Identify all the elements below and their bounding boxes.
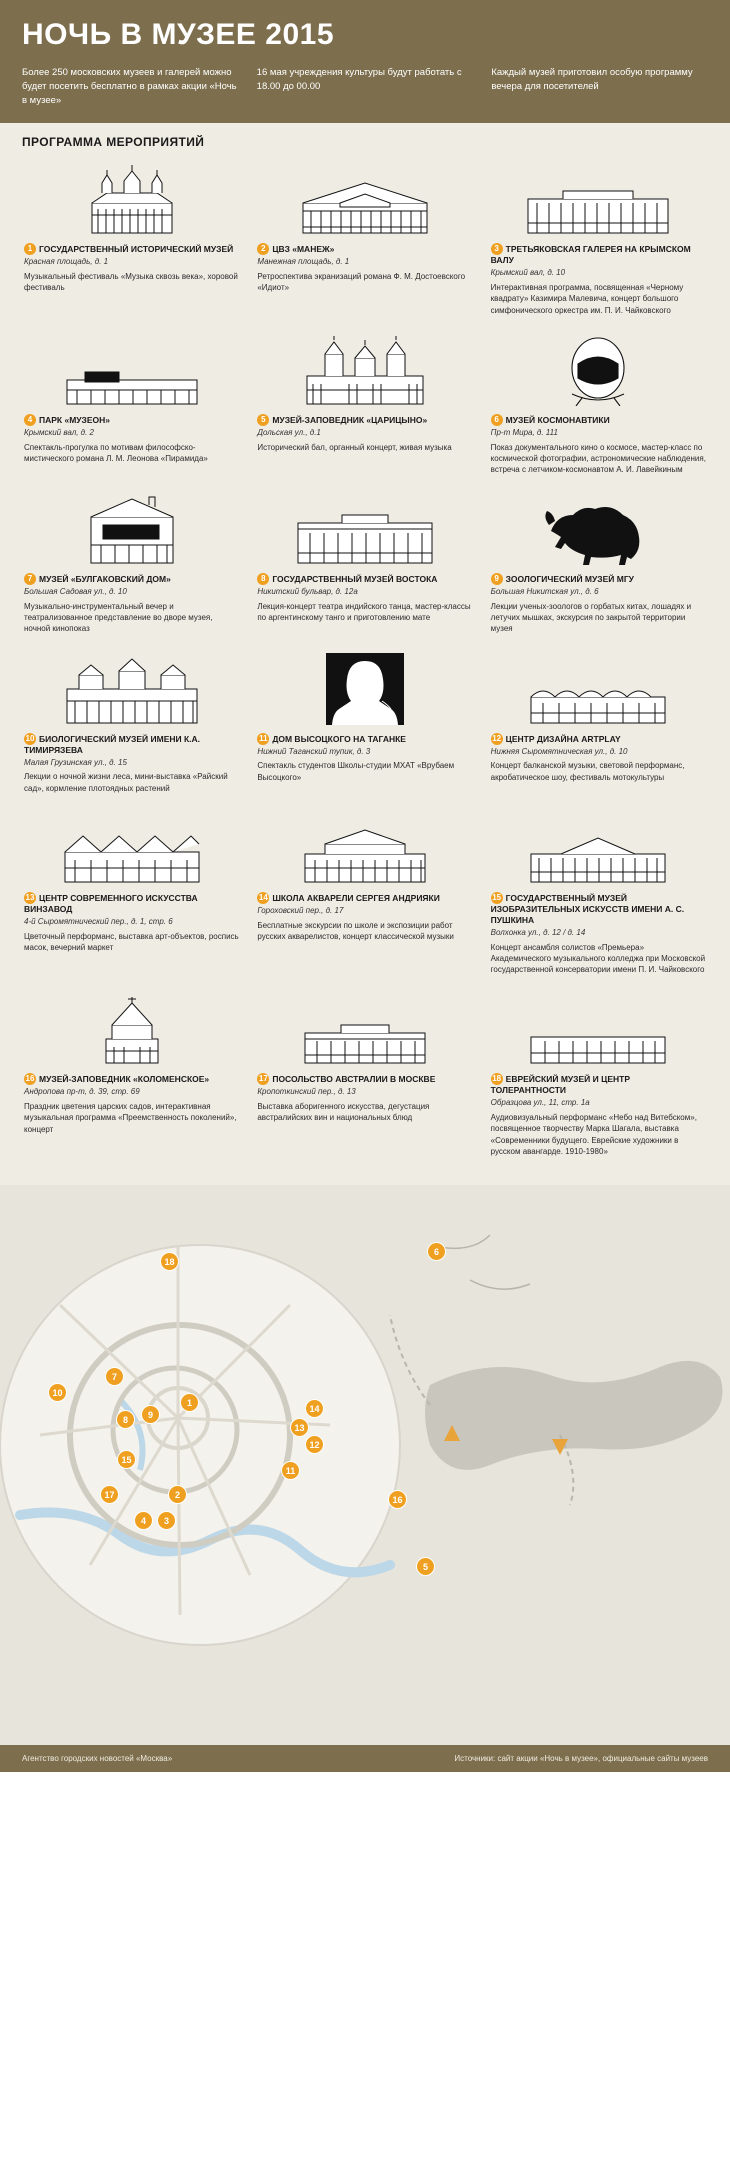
map-pin[interactable]: 9 <box>141 1405 160 1424</box>
map-pin[interactable]: 17 <box>100 1485 119 1504</box>
entry-description: Музыкально-инструментальный вечер и театрализованное представление во дворе музея, ночной кинопоказ <box>24 602 213 634</box>
entry-address: Андропова пр-т, д. 39, стр. 69 <box>24 1087 140 1097</box>
entry-title: 16 МУЗЕЙ-ЗАПОВЕДНИК «КОЛОМЕНСКОЕ» <box>25 1074 210 1085</box>
entry-title: 17 ПОСОЛЬСТВО АВСТРАЛИИ В МОСКВЕ <box>258 1074 436 1085</box>
entry-title: 3 ТРЕТЬЯКОВСКАЯ ГАЛЕРЕЯ НА КРЫМСКОМ ВАЛУ <box>490 244 691 266</box>
map-pin[interactable]: 6 <box>427 1242 446 1261</box>
entry-title: 11 ДОМ ВЫСОЦКОГО НА ТАГАНКЕ <box>259 733 406 744</box>
oriental-museum-icon <box>257 493 472 565</box>
entry-number: 8 <box>257 573 269 585</box>
grid-row <box>18 989 712 1171</box>
header-intro-2: 16 мая учреждения культуры будут работать с 18.00 до 00.00 <box>256 67 462 92</box>
entry-number: 7 <box>24 573 36 585</box>
grid-row <box>18 649 712 808</box>
entry-description: Исторический бал, органный концерт, живая музыка <box>257 442 452 452</box>
entry-title: 4 ПАРК «МУЗЕОН» <box>24 414 239 426</box>
historical-museum-icon <box>24 163 239 235</box>
map-pin[interactable]: 18 <box>160 1252 179 1271</box>
entry-title: 8 ГОСУДАРСТВЕННЫЙ МУЗЕЙ ВОСТОКА <box>257 573 472 585</box>
museum-entry[interactable] <box>485 989 712 1165</box>
museum-entry[interactable] <box>18 159 245 323</box>
entry-address: Малая Грузинская ул., д. 15 <box>24 757 127 767</box>
map-pin[interactable]: 16 <box>388 1490 407 1509</box>
entry-title: 7 МУЗЕЙ «БУЛГАКОВСКИЙ ДОМ» <box>24 573 239 585</box>
museum-entry[interactable] <box>18 649 245 802</box>
entry-number: 1 <box>24 243 36 255</box>
footer-agency: Агентство городских новостей «Москва» <box>22 1753 173 1763</box>
entry-description: Спектакль студентов Школы-студии МХАТ «Врубаем Высоцкого» <box>257 761 455 782</box>
entry-description: Музыкальный фестиваль «Музыка сквозь века», хоровой фестиваль <box>24 272 238 293</box>
entry-number: 10 <box>25 733 35 743</box>
museum-entry[interactable] <box>485 159 712 323</box>
entry-description: Интерактивная программа, посвященная «Черному квадрату» Казимира Малевича, концерт большого симфонического оркестра им. П. И. Чайковского <box>490 283 684 315</box>
entry-description: Спектакль-прогулка по мотивам философско-мистического романа Л. М. Леонова «Пирамида» <box>24 442 208 463</box>
jewish-museum-icon <box>491 993 706 1065</box>
museum-entry[interactable] <box>251 489 478 642</box>
entry-number: 17 <box>258 1074 268 1084</box>
map-pin[interactable]: 14 <box>305 1399 324 1418</box>
museum-entry[interactable] <box>485 808 712 984</box>
moscow-map[interactable] <box>0 1185 730 1745</box>
program-grid <box>0 159 730 1185</box>
museum-entry[interactable] <box>485 489 712 642</box>
watercolor-school-icon <box>257 812 472 884</box>
museum-entry[interactable] <box>251 330 478 483</box>
map-pin[interactable]: 7 <box>105 1367 124 1386</box>
entry-address: Пр-т Мира, д. 111 <box>490 427 558 437</box>
entry-title: 6 МУЗЕЙ КОСМОНАВТИКИ <box>491 414 706 426</box>
entry-title: 14 ШКОЛА АКВАРЕЛИ СЕРГЕЯ АНДРИЯКИ <box>258 892 440 903</box>
grid-row <box>18 159 712 329</box>
tretyakov-gallery-icon <box>491 163 706 235</box>
entry-title: 10 БИОЛОГИЧЕСКИЙ МУЗЕЙ ИМЕНИ К.А. ТИМИРЯЗЕВА <box>24 733 201 755</box>
entry-number: 11 <box>259 733 268 743</box>
museum-entry[interactable] <box>485 649 712 802</box>
map-pin[interactable]: 5 <box>416 1557 435 1576</box>
museum-entry[interactable] <box>18 808 245 984</box>
entry-description: Лекция-концерт театра индийского танца, мастер-классы по аргентинскому танго и приготовлению мате <box>257 602 471 623</box>
entry-number: 6 <box>491 414 503 426</box>
entry-title: 15 ГОСУДАРСТВЕННЫЙ МУЗЕЙ ИЗОБРАЗИТЕЛЬНЫХ ИСКУССТВ ИМЕНИ А. С. ПУШКИНА <box>490 892 685 925</box>
museum-entry[interactable] <box>485 330 712 483</box>
entry-number: 16 <box>25 1074 35 1084</box>
map-pin[interactable]: 12 <box>305 1435 324 1454</box>
museum-entry[interactable] <box>251 989 478 1165</box>
grid-row <box>18 489 712 648</box>
map-pin[interactable]: 11 <box>281 1461 300 1480</box>
map-pin[interactable]: 4 <box>134 1511 153 1530</box>
entry-description: Праздник цветения царских садов, интерактивная музыкальная программа «Преемственность поколений», концерт <box>24 1102 237 1134</box>
map-pin[interactable]: 13 <box>290 1418 309 1437</box>
entry-description: Лекции ученых-зоологов о горбатых китах, лошадях и летучих мышках, экскурсия по закрытой территории музея <box>490 602 692 634</box>
page-footer <box>0 1745 730 1772</box>
entry-address: Крымский вал, д. 10 <box>490 268 566 278</box>
entry-number: 9 <box>491 573 503 585</box>
museum-entry[interactable] <box>251 649 478 802</box>
map-pin[interactable]: 8 <box>116 1410 135 1429</box>
entry-address: Крымский вал, д. 2 <box>24 427 94 437</box>
map-pin[interactable]: 10 <box>48 1383 67 1402</box>
header-intro-3: Каждый музей приготовил особую программу вечера для посетителей <box>491 67 693 92</box>
entry-address: Манежная площадь, д. 1 <box>257 257 350 267</box>
entry-description: Выставка аборигенного искусства, дегустация австралийских вин и национальных блюд <box>257 1102 430 1123</box>
bison-icon <box>491 493 706 565</box>
entry-address: Красная площадь, д. 1 <box>24 257 109 267</box>
entry-address: Гороховский пер., д. 17 <box>257 905 344 915</box>
header-intro-1: Более 250 московских музеев и галерей можно будет посетить бесплатно в рамках акции «Ночь в музее» <box>22 67 237 106</box>
muzeon-park-icon <box>24 334 239 406</box>
entry-address: Нижний Таганский тупик, д. 3 <box>257 746 371 756</box>
entry-description: Ретроспектива экранизаций романа Ф. М. Достоевского «Идиот» <box>257 272 466 293</box>
entry-address: Кропоткинский пер., д. 13 <box>257 1087 356 1097</box>
page-header <box>0 0 730 123</box>
entry-number: 3 <box>491 243 503 255</box>
museum-entry[interactable] <box>251 808 478 984</box>
entry-title: 2 ЦВЗ «МАНЕЖ» <box>257 243 472 255</box>
museum-entry[interactable] <box>18 489 245 642</box>
entry-description: Цветочный перформанс, выставка арт-объектов, роспись масок, вечерний маркет <box>24 931 239 952</box>
entry-address: Большая Садовая ул., д. 10 <box>24 587 127 597</box>
grid-row <box>18 330 712 489</box>
timiryazev-museum-icon <box>24 653 239 725</box>
entry-title: 13 ЦЕНТР СОВРЕМЕННОГО ИСКУССТВА ВИНЗАВОД <box>24 892 198 914</box>
entry-number: 12 <box>492 733 502 743</box>
entry-number: 4 <box>24 414 36 426</box>
australian-embassy-icon <box>257 993 472 1065</box>
entry-description: Концерт балканской музыки, световой перформанс, акробатическое шоу, фестиваль мотокультуры <box>490 761 685 782</box>
entry-description: Показ документального кино о космосе, мастер-класс по космической фотографии, астрономические наблюдения, встреча с летчиком-космонавтом А. И. Лавейкиным <box>490 442 706 474</box>
entry-title: 1 ГОСУДАРСТВЕННЫЙ ИСТОРИЧЕСКИЙ МУЗЕЙ <box>24 243 239 255</box>
section-title-bar <box>0 123 730 159</box>
entry-title: 9 ЗООЛОГИЧЕСКИЙ МУЗЕЙ МГУ <box>491 573 706 585</box>
entry-address: Никитский бульвар, д. 12а <box>257 587 358 597</box>
map-pin[interactable]: 15 <box>117 1450 136 1469</box>
header-columns <box>22 66 708 107</box>
entry-description: Концерт ансамбля солистов «Премьера» Академического музыкального колледжа при Московской государственной консерватории имени П. И. Чайковского <box>490 942 706 975</box>
entry-number: 2 <box>257 243 269 255</box>
kolomenskoye-church-icon <box>24 993 239 1065</box>
grid-row <box>18 808 712 990</box>
section-title: ПРОГРАММА МЕРОПРИЯТИЙ <box>22 135 205 150</box>
entry-title: 12 ЦЕНТР ДИЗАЙНА ARTPLAY <box>492 733 621 744</box>
map-pin[interactable]: 2 <box>168 1485 187 1504</box>
entry-address: Волхонка ул., д. 12 / д. 14 <box>490 927 586 937</box>
map-pin[interactable]: 3 <box>157 1511 176 1530</box>
entry-number: 14 <box>258 892 268 902</box>
bulgakov-house-icon <box>24 493 239 565</box>
tsaritsyno-palace-icon <box>257 334 472 406</box>
entry-address: Нижняя Сыромятническая ул., д. 10 <box>490 746 628 756</box>
museum-entry[interactable] <box>251 159 478 323</box>
entry-address: Образцова ул., 11, стр. 1а <box>490 1098 590 1108</box>
winzavod-building-icon <box>24 812 239 884</box>
entry-description: Аудиовизуальный перформанс «Небо над Витебском», посвященное творчеству Марка Шагала, выставка «Современники будущего. Еврейские художники в русском авангарде. 1910-1980» <box>490 1113 697 1156</box>
entry-number: 15 <box>492 892 502 902</box>
entry-address: Большая Никитская ул., д. 6 <box>490 587 599 597</box>
manege-hall-icon <box>257 163 472 235</box>
entry-description: Бесплатные экскурсии по школе и экспозиции работ русских акварелистов, концерт классической музыки <box>257 920 454 941</box>
museum-entry[interactable] <box>18 989 245 1165</box>
museum-entry[interactable] <box>18 330 245 483</box>
entry-title: 18 ЕВРЕЙСКИЙ МУЗЕЙ И ЦЕНТР ТОЛЕРАНТНОСТИ <box>490 1074 631 1096</box>
entry-address: Дольская ул., д.1 <box>257 427 321 437</box>
entry-number: 5 <box>257 414 269 426</box>
vysotsky-portrait-icon <box>257 653 472 725</box>
entry-title: 5 МУЗЕЙ-ЗАПОВЕДНИК «ЦАРИЦЫНО» <box>257 414 472 426</box>
footer-sources: Источники: сайт акции «Ночь в музее», официальные сайты музеев <box>454 1753 708 1763</box>
map-graphic <box>0 1185 730 1745</box>
pushkin-museum-icon <box>491 812 706 884</box>
cosmonaut-helmet-icon <box>491 334 706 406</box>
entry-number: 18 <box>492 1074 502 1084</box>
artplay-building-icon <box>491 653 706 725</box>
entry-description: Лекции о ночной жизни леса, мини-выставка «Райский сад», кормление плотоядных растений <box>24 772 228 793</box>
map-pin[interactable]: 1 <box>180 1393 199 1412</box>
entry-number: 13 <box>25 892 35 902</box>
page-title: НОЧЬ В МУЗЕЕ 2015 <box>22 18 335 51</box>
entry-address: 4-й Сыромятнический пер., д. 1, стр. 6 <box>24 916 173 926</box>
